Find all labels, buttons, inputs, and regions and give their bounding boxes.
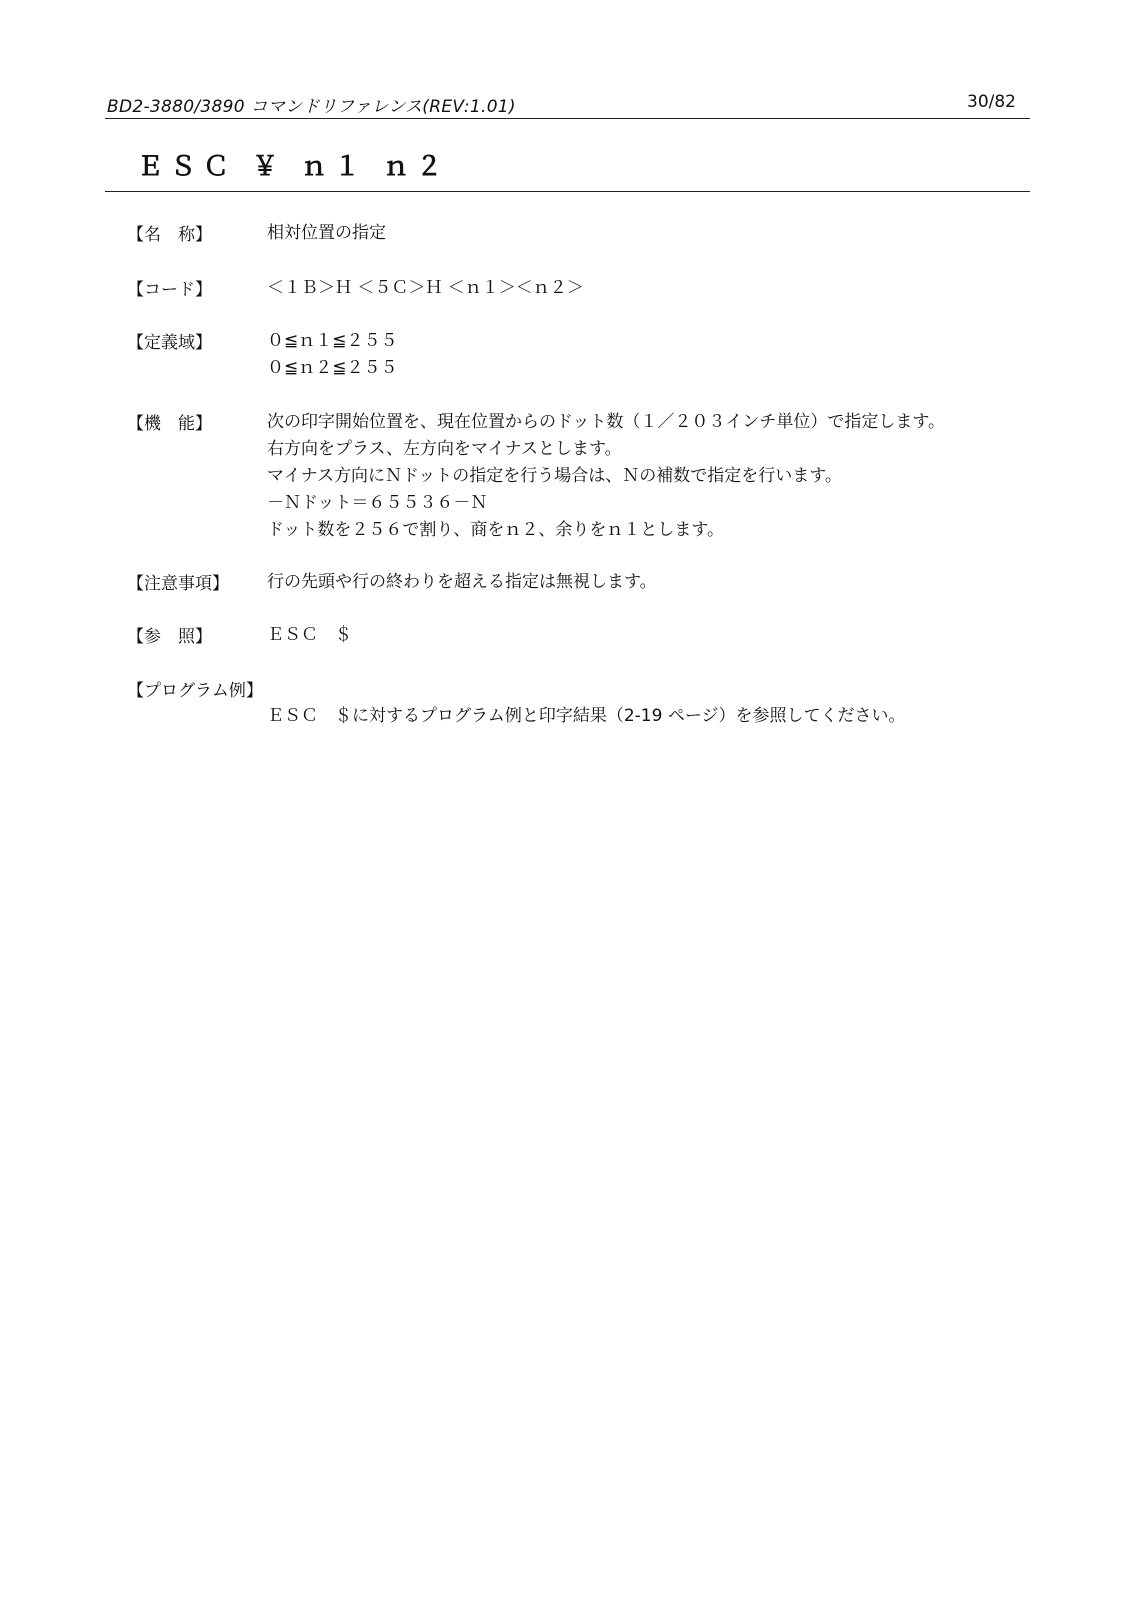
code-value: ＜１Ｂ＞Ｈ ＜５Ｃ＞Ｈ ＜ｎ１＞＜ｎ２＞ [267,278,584,298]
section-value: 相対位置の指定 [267,223,386,243]
title-divider [105,191,1030,192]
section-label: 【コード】 [127,280,212,300]
function-line: 次の印字開始位置を、現在位置からのドット数（１／２０３インチ単位）で指定します。 [267,412,945,432]
section-label: 【プログラム例】 [127,681,263,701]
function-line: 右方向をプラス、左方向をマイナスとします。 [267,439,622,459]
page-number: 30/82 [967,92,1016,112]
section-label: 【名 称】 [127,225,212,245]
function-line: －Ｎドット＝６５５３６－Ｎ [267,493,488,513]
function-line: ドット数を２５６で割り、商をｎ２、余りをｎ１とします。 [267,520,724,540]
reference-value: ＥＳＣ ＄ [267,625,352,645]
section-label: 【参 照】 [127,627,212,647]
domain-line: ０≦ｎ２≦２５５ [267,358,398,378]
notes-value: 行の先頭や行の終わりを超える指定は無視します。 [267,572,657,592]
domain-line: ０≦ｎ１≦２５５ [267,331,398,351]
section-label: 【注意事項】 [127,574,229,594]
example-value: ＥＳＣ ＄に対するプログラム例と印字結果（2-19 ページ）を参照してください。 [267,706,906,726]
document-title: BD2-3880/3890 コマンドリファレンス(REV:1.01) [107,97,516,117]
command-title: ＥＳＣ ￥ ｎ１ ｎ２ [137,152,450,182]
section-label: 【定義域】 [127,333,212,353]
function-line: マイナス方向にＮドットの指定を行う場合は、Ｎの補数で指定を行います。 [267,466,842,486]
page-header [105,88,1030,119]
section-label: 【機 能】 [127,414,212,434]
